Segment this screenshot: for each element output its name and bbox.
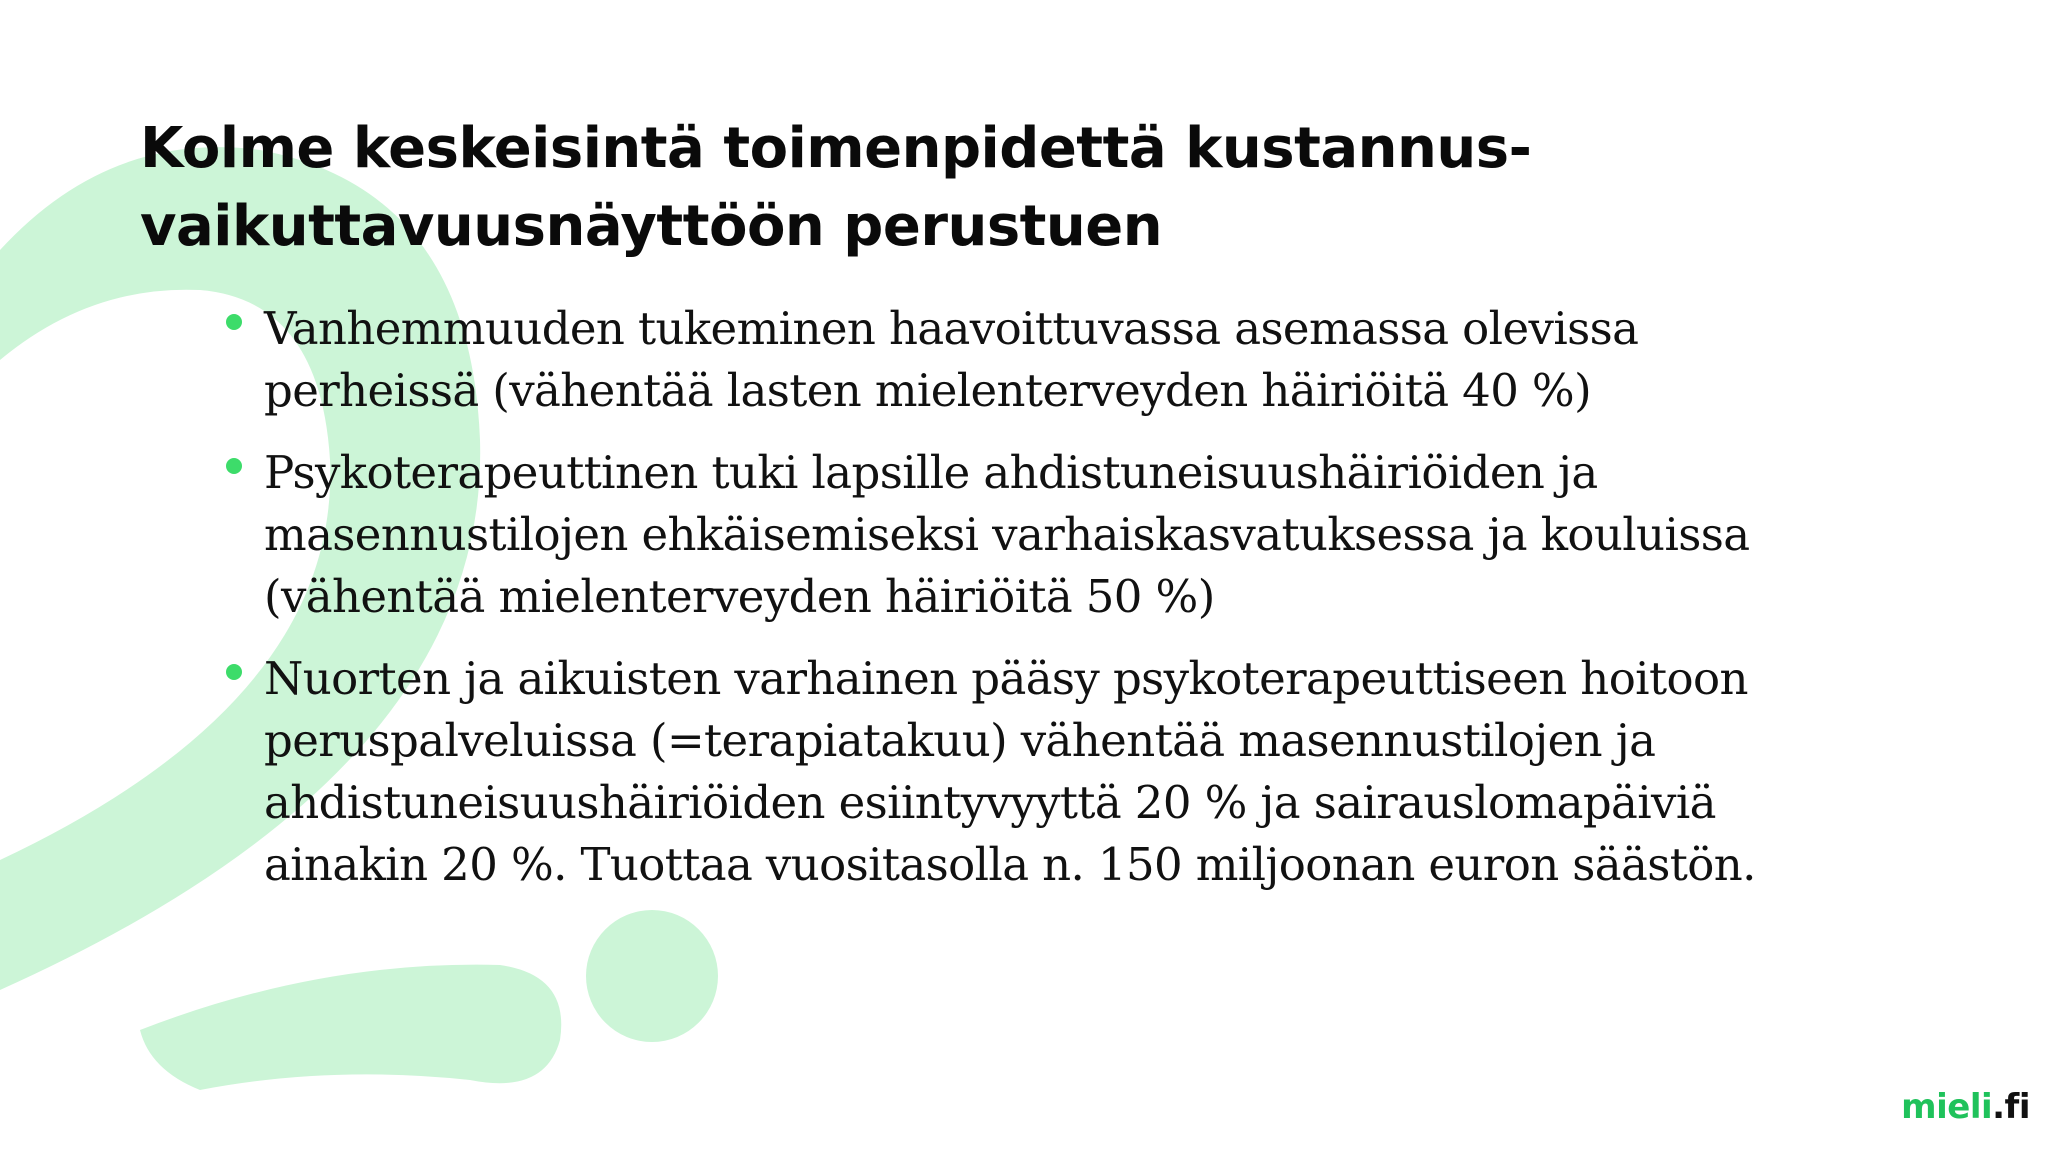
bullet-item	[224, 648, 1864, 896]
bullet-dot-icon	[226, 664, 242, 680]
bullet-dot-icon	[226, 458, 242, 474]
decor-dot-shape	[586, 910, 718, 1042]
bullet-text: Psykoterapeuttinen tuki lapsille ahdistuneisuushäiriöiden ja masennustilojen ehkäisemiseksi varhaiskasvatuksessa ja kouluissa (vähentää mielenterveyden häiriöitä 50 %)	[264, 446, 1750, 623]
mieli-logo	[1901, 1087, 2030, 1127]
bullet-list	[224, 298, 1864, 916]
bullet-text: Nuorten ja aikuisten varhainen pääsy psykoterapeuttiseen hoitoon peruspalveluissa (=terapiatakuu) vähentää masennustilojen ja ahdistuneisuushäiriöiden esiintyvyyttä 20 % ja sairauslomapäiviä ainakin 20 %. Tuottaa vuositasolla n. 150 miljoonan euron säästön.	[264, 652, 1756, 891]
bullet-item	[224, 442, 1864, 628]
slide-title-line-1: Kolme keskeisintä toimenpidettä kustannus-	[140, 116, 1532, 181]
decor-stroke-shape	[140, 965, 561, 1090]
logo-main-text: mieli	[1901, 1087, 1993, 1127]
slide-title-line-2: vaikuttavuusnäyttöön perustuen	[140, 194, 1163, 259]
logo-suffix-text: .fi	[1992, 1087, 2030, 1127]
slide-title	[140, 110, 1640, 266]
bullet-dot-icon	[226, 314, 242, 330]
bullet-item	[224, 298, 1864, 422]
bullet-text: Vanhemmuuden tukeminen haavoittuvassa asemassa olevissa perheissä (vähentää lasten mielenterveyden häiriöitä 40 %)	[264, 302, 1639, 417]
